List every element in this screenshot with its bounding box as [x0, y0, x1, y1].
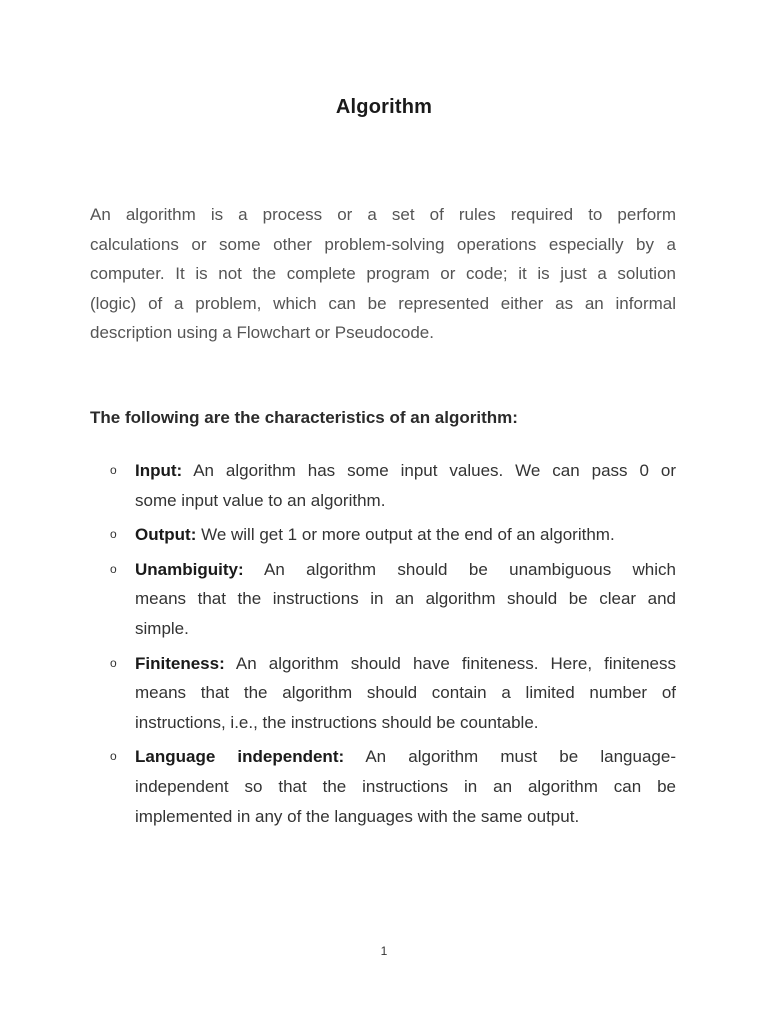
list-item-language-independent [110, 742, 676, 831]
item-term: Language independent: [135, 747, 345, 767]
item-line: means that the algorithm should contain a limited number of [135, 683, 676, 703]
intro-line: description using a Flowchart or Pseudocode. [90, 323, 434, 343]
characteristics-heading: The following are the characteristics of an algorithm: [90, 408, 518, 427]
characteristics-list [110, 456, 676, 836]
item-line: independent so that the instructions in an algorithm can be [135, 776, 676, 796]
intro-line: computer. It is not the complete program or code; it is just a solution [90, 264, 676, 284]
intro-line: calculations or some other problem-solving operations especially by a [90, 234, 676, 254]
item-line [135, 456, 676, 486]
intro-paragraph [90, 200, 676, 348]
item-line [135, 649, 676, 679]
item-text: An algorithm should have finiteness. Here, finiteness [224, 653, 676, 673]
intro-line: An algorithm is a process or a set of rules required to perform [90, 205, 676, 224]
item-text: We will get 1 or more output at the end of an algorithm. [196, 525, 615, 545]
item-term: Finiteness: [135, 653, 225, 673]
hollow-bullet-icon: o [110, 655, 117, 670]
hollow-bullet-icon: o [110, 749, 117, 764]
page-number: 1 [380, 944, 388, 958]
hollow-bullet-icon: o [110, 463, 117, 477]
item-line: simple. [135, 618, 189, 638]
hollow-bullet-icon: o [110, 527, 117, 542]
intro-line: (logic) of a problem, which can be represented either as an informal [90, 293, 676, 313]
item-text: An algorithm has some input values. We can pass 0 or [182, 461, 676, 480]
list-item-output [110, 520, 676, 550]
list-item-finiteness [110, 649, 676, 738]
list-item-unambiguity [110, 555, 676, 644]
hollow-bullet-icon: o [110, 561, 117, 576]
item-line [135, 555, 676, 585]
item-line [135, 742, 676, 772]
item-line: implemented in any of the languages with the same output. [135, 806, 580, 826]
item-term: Input: [135, 461, 183, 480]
item-term: Unambiguity: [135, 559, 244, 579]
item-text: An algorithm should be unambiguous which [243, 559, 676, 579]
item-text: An algorithm must be language- [344, 747, 676, 767]
item-line: means that the instructions in an algorithm should be clear and [135, 589, 676, 609]
item-line: some input value to an algorithm. [135, 490, 386, 510]
list-item-input [110, 456, 676, 515]
item-term: Output: [135, 525, 197, 545]
item-line [135, 520, 676, 550]
item-line: instructions, i.e., the instructions should be countable. [135, 712, 539, 732]
document-title: Algorithm [335, 96, 433, 118]
